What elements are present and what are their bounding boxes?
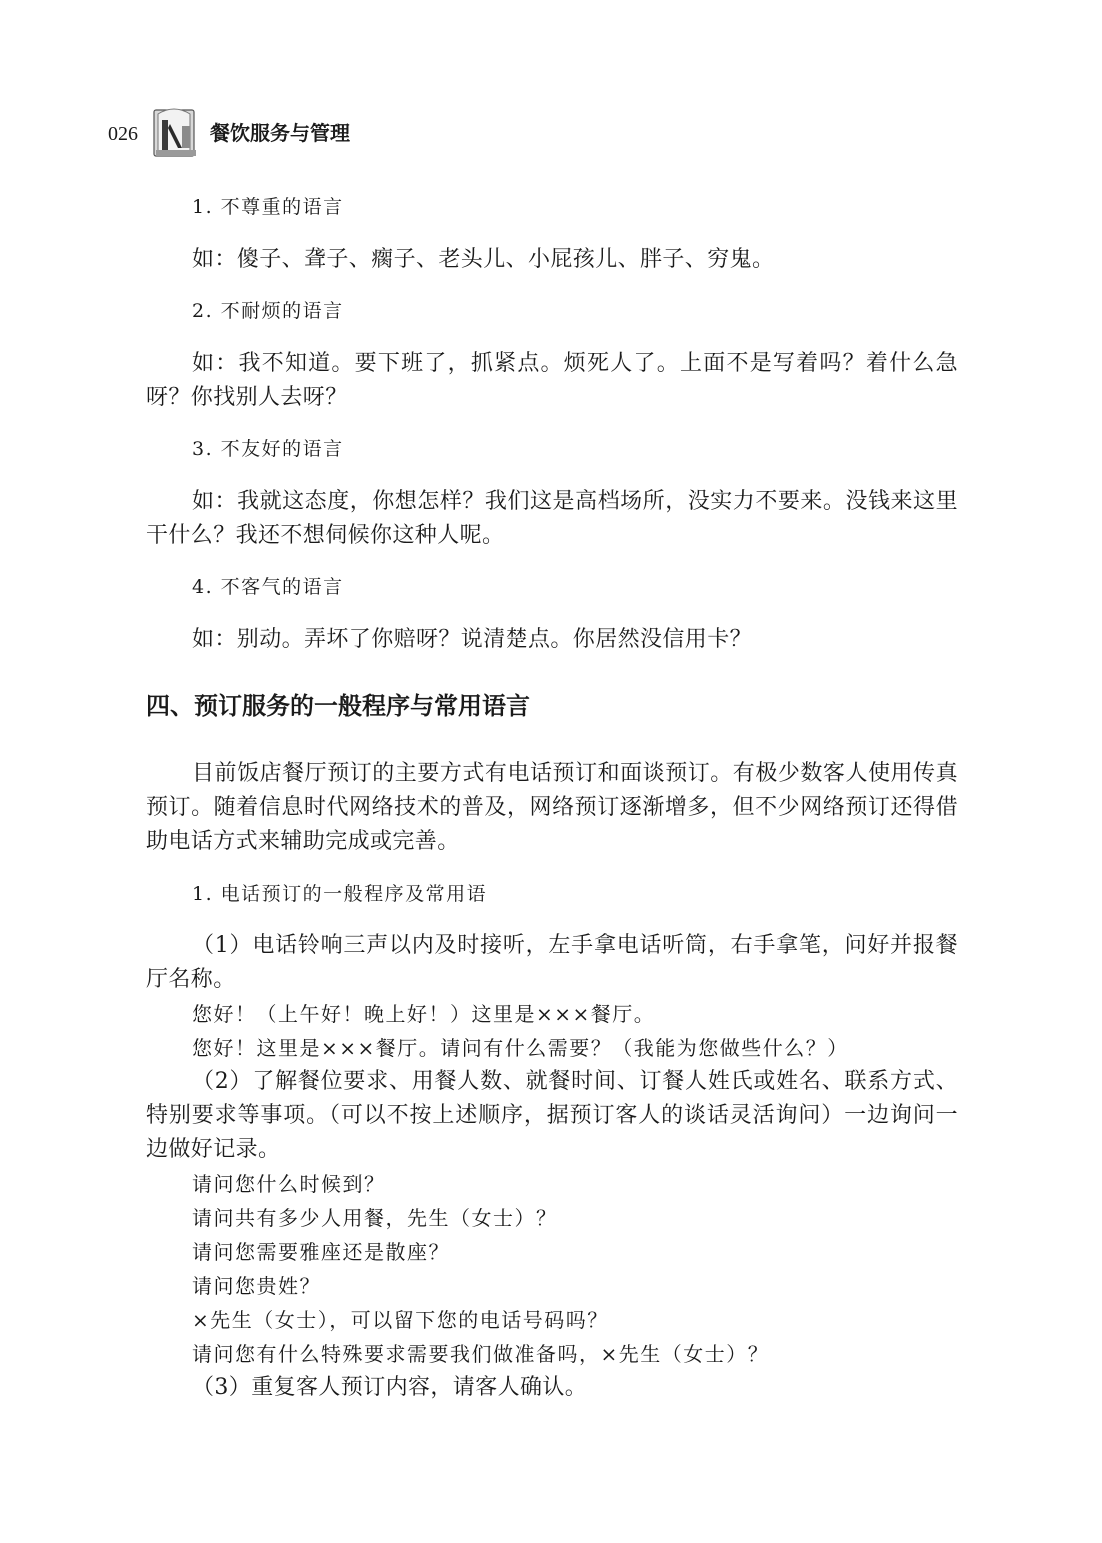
dialogue-line: 请问您什么时候到？ (192, 1172, 386, 1196)
step-3: （3）重复客人预订内容，请客人确认。 (192, 1375, 588, 1400)
paragraph-item-4: 如：别动。弄坏了你赔呀？说清楚点。你居然没信用卡？ (192, 627, 753, 652)
subheading-item-3: 3. 不友好的语言 (192, 438, 344, 460)
dialogue-line: 请问您贵姓？ (192, 1274, 321, 1298)
paragraph-item-2: 如：我不知道。要下班了，抓紧点。烦死人了。上面不是写着吗？着什么急呀？你找别人去呀？ (146, 351, 958, 410)
page-content (146, 190, 958, 1405)
dialogue-line: 请问共有多少人用餐，先生（女士）？ (192, 1206, 558, 1230)
subheading-item-4: 4. 不客气的语言 (192, 576, 344, 598)
subheading-item-2: 2. 不耐烦的语言 (192, 300, 344, 322)
subheading-item-1: 1. 不尊重的语言 (192, 196, 344, 218)
book-title: 餐饮服务与管理 (210, 121, 350, 145)
page-number: 026 (108, 123, 138, 145)
step-2: （2）了解餐位要求、用餐人数、就餐时间、订餐人姓氏或姓名、联系方式、特别要求等事项。（可以不按上述顺序，据预订客人的谈话灵活询问）一边询问一边做好记录。 (146, 1069, 958, 1162)
paragraph-item-3: 如：我就这态度，你想怎样？我们这是高档场所，没实力不要来。没钱来这里干什么？我还不想伺候你这种人呢。 (146, 489, 958, 548)
paragraph-item-1: 如：傻子、聋子、瘸子、老头儿、小屁孩儿、胖子、穷鬼。 (192, 247, 775, 272)
dialogue-line: 您好！这里是×××餐厅。请问有什么需要？（我能为您做些什么？） (192, 1036, 849, 1060)
dialogue-line: 您好！（上午好！晚上好！）这里是×××餐厅。 (192, 1002, 656, 1026)
page-header (108, 104, 350, 158)
step-1: （1）电话铃响三声以内及时接听，左手拿电话听筒，右手拿笔，问好并报餐厅名称。 (146, 933, 958, 992)
dialogue-line: 请问您有什么特殊要求需要我们做准备吗，×先生（女士）？ (192, 1342, 770, 1366)
dialogue-line: ×先生（女士），可以留下您的电话号码吗？ (192, 1308, 609, 1332)
section-intro: 目前饭店餐厅预订的主要方式有电话预订和面谈预订。有极少数客人使用传真预订。随着信息时代网络技术的普及，网络预订逐渐增多，但不少网络预订还得借助电话方式来辅助完成或完善。 (146, 761, 958, 854)
section-heading: 四、预订服务的一般程序与常用语言 (146, 692, 530, 720)
dialogue-line: 请问您需要雅座还是散座？ (192, 1240, 450, 1264)
header-logo-icon (152, 104, 200, 158)
subheading-phone-booking: 1. 电话预订的一般程序及常用语 (192, 883, 488, 905)
